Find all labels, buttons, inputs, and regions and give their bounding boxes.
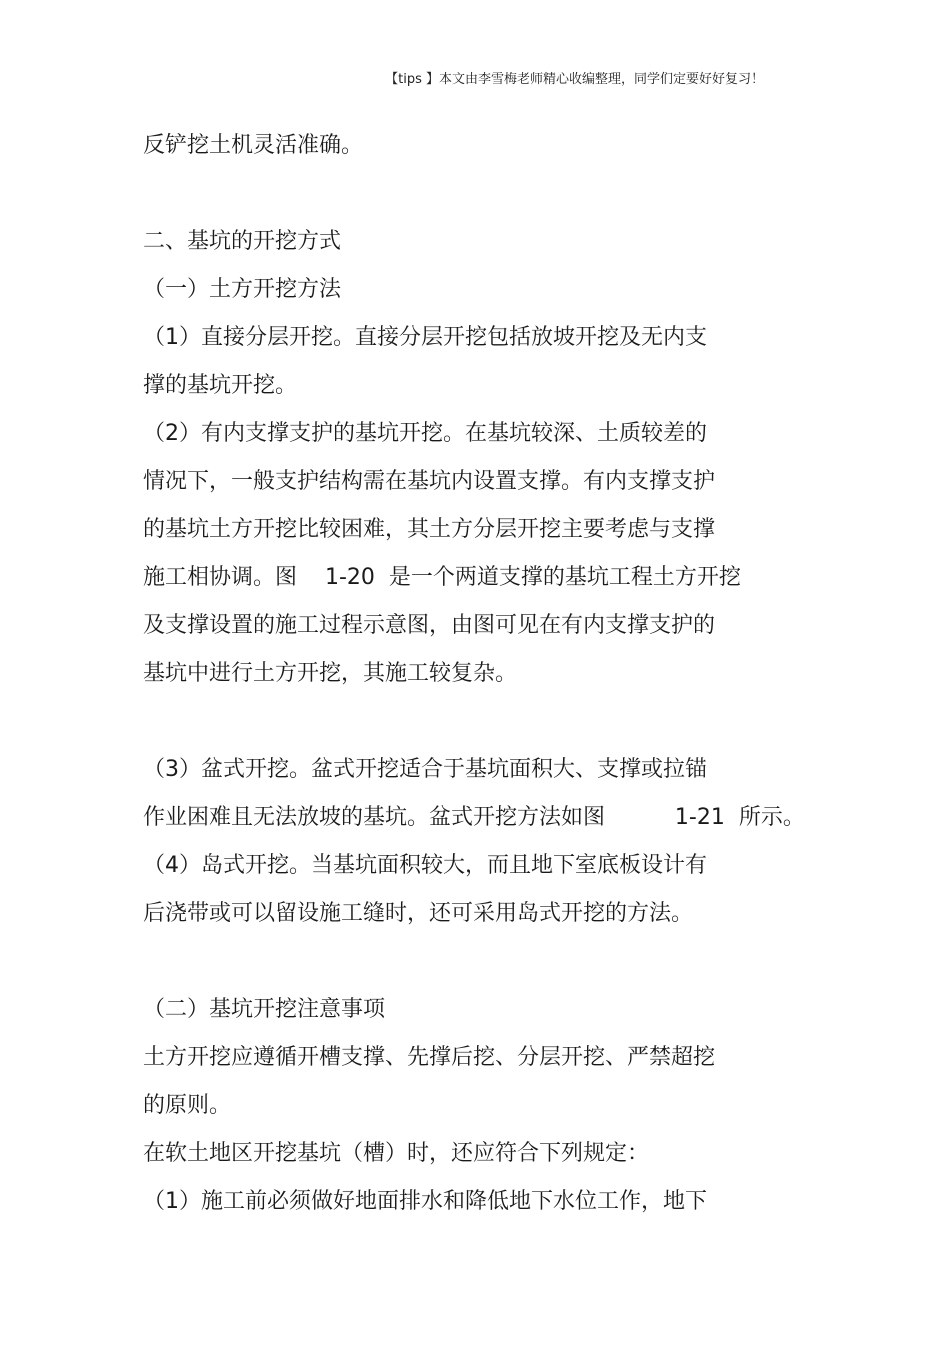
text-line: 在软土地区开挖基坑（槽）时，还应符合下列规定： bbox=[143, 1141, 650, 1166]
header-tip: 【tips 】本文由李雪梅老师精心收编整理，同学们定要好好复习！ bbox=[385, 72, 764, 87]
text-line: 的基坑土方开挖比较困难，其土方分层开挖主要考虑与支撑 bbox=[143, 517, 716, 542]
subsection-heading: （一）土方开挖方法 bbox=[143, 277, 342, 302]
text-line: （3）盆式开挖。盆式开挖适合于基坑面积大、支撑或拉锚 bbox=[143, 757, 707, 782]
text-line: 撑的基坑开挖。 bbox=[143, 373, 298, 398]
text-line: 作业困难且无法放坡的基坑。盆式开挖方法如图 1-21 所示。 bbox=[143, 805, 805, 830]
text-line: 基坑中进行土方开挖，其施工较复杂。 bbox=[143, 661, 518, 686]
section-heading: 二、基坑的开挖方式 bbox=[143, 229, 342, 254]
text-line: （1）直接分层开挖。直接分层开挖包括放坡开挖及无内支 bbox=[143, 325, 707, 350]
text-line: 及支撑设置的施工过程示意图，由图可见在有内支撑支护的 bbox=[143, 613, 716, 638]
text-line: 后浇带或可以留设施工缝时，还可采用岛式开挖的方法。 bbox=[143, 901, 694, 926]
text-line: 土方开挖应遵循开槽支撑、先撑后挖、分层开挖、严禁超挖 bbox=[143, 1045, 716, 1070]
text-line: （4）岛式开挖。当基坑面积较大，而且地下室底板设计有 bbox=[143, 853, 707, 878]
text-line: 的原则。 bbox=[143, 1093, 232, 1118]
text-line: 情况下，一般支护结构需在基坑内设置支撑。有内支撑支护 bbox=[143, 469, 716, 494]
text-line: 反铲挖土机灵活准确。 bbox=[143, 133, 364, 158]
text-line: （2）有内支撑支护的基坑开挖。在基坑较深、土质较差的 bbox=[143, 421, 707, 446]
subsection-heading: （二）基坑开挖注意事项 bbox=[143, 997, 386, 1022]
text-line: （1）施工前必须做好地面排水和降低地下水位工作，地下 bbox=[143, 1189, 707, 1214]
text-line: 施工相协调。图 1-20 是一个两道支撑的基坑工程土方开挖 bbox=[143, 565, 741, 590]
